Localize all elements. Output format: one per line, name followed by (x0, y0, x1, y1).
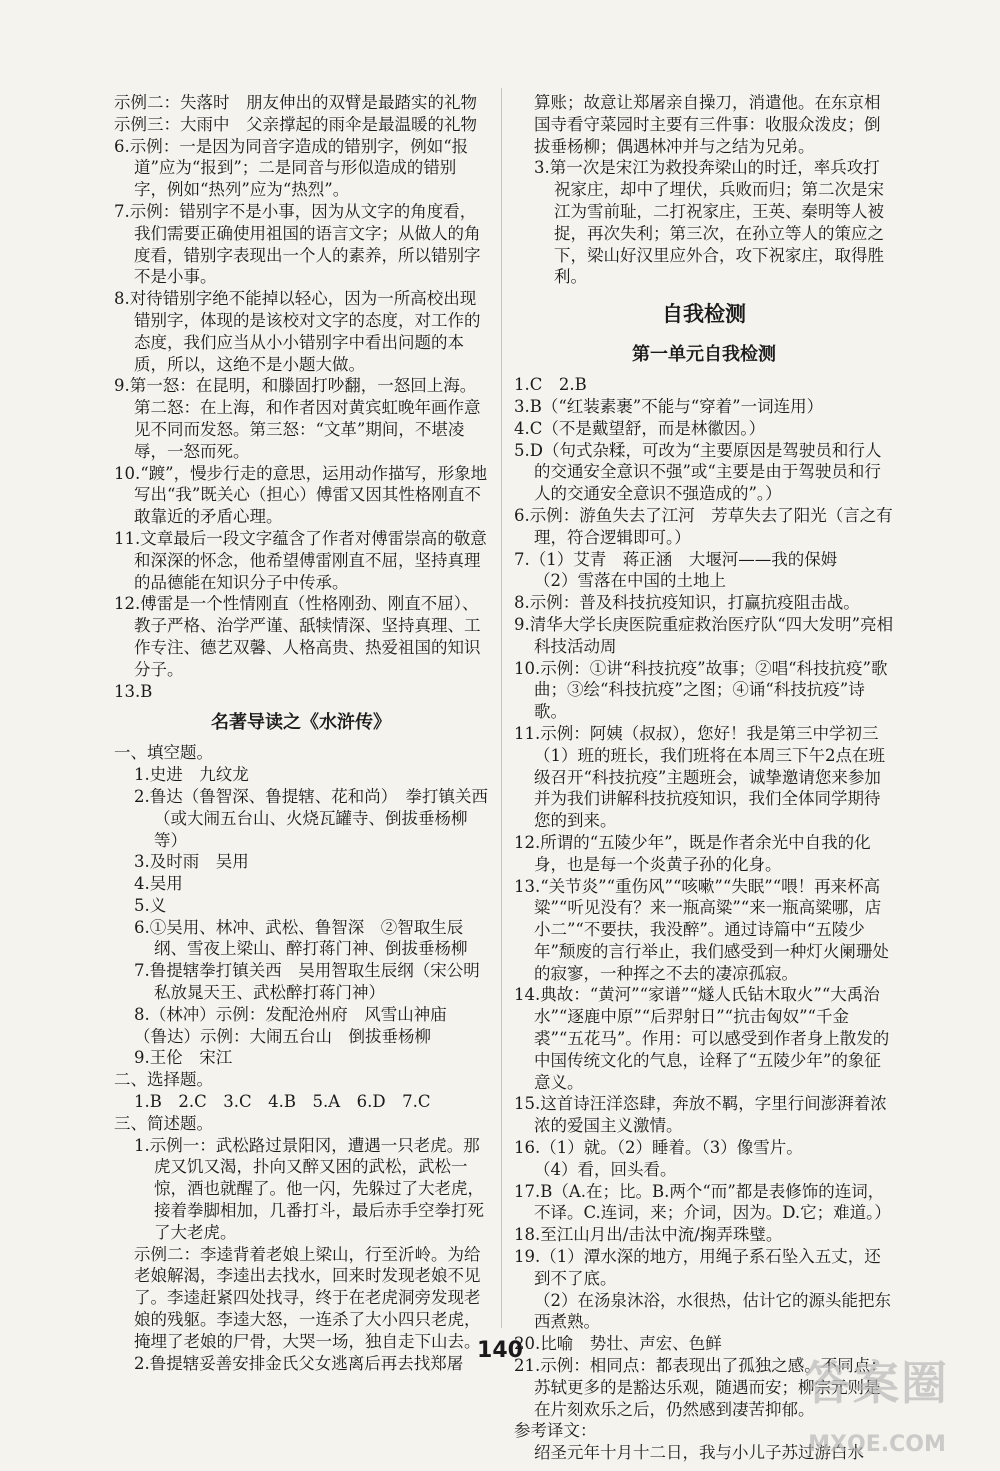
answer-line: 20.比喻 势壮、声宏、色鲜 (514, 1334, 722, 1354)
watermark-url: MXQE.COM (808, 1432, 946, 1457)
section-heading: 名著导读之《水浒传》 (211, 712, 391, 734)
answer-line: 4.C（不是戴望舒，而是林徽因。） (514, 418, 766, 438)
answer-line: （2）在汤泉沐浴，水很热，估计它的源头能把东西煮熟。 (534, 1290, 891, 1332)
answer-line: 13.“关节炎”“重伤风”“咳嗽”“失眠”“喂！再来杯高粱”“听见没有？来一瓶高粱”“来一瓶高粱哪，店小二”“不要扶，我没醉”。通过诗篇中“五陵少年”颓废的言行举止，我们感受到一种灯火阑珊处的寂寥，一种挥之不去的凄凉孤寂。 (514, 876, 889, 983)
answer-line: 12.傅雷是一个性情刚直（性格刚劲、刚直不屈）、教子严格、治学严谨、舐犊情深、坚持真理、工作专注、德艺双馨、人格高贵、热爱祖国的知识分子。 (114, 594, 481, 679)
answer-line: 9.第一怒：在昆明，和滕固打吵翻，一怒回上海。第二怒：在上海，和作者因对黄宾虹晚年画作意见不同而发怒。第三怒：“文革”期间，不堪凌辱，一怒而死。 (114, 376, 481, 461)
answer-line: 6.示例：一是因为同音字造成的错别字，例如“报道”应为“报到”；二是同音与形似造成的错别字，例如“热列”应为“热烈”。 (114, 136, 469, 200)
answer-line: （鲁达）示例：大闹五台山 倒拔垂杨柳 (134, 1026, 431, 1046)
answer-line: 3.及时雨 吴用 (134, 852, 249, 872)
answer-line: 16.（1）就。（2）睡着。（3）像雪片。 (514, 1138, 803, 1158)
answer-line: 8.示例：普及科技抗疫知识，打赢抗疫阻击战。 (514, 593, 860, 613)
answer-line: 14.典故：“黄河”“家谱”“燧人氏钻木取火”“大禹治水”“逐鹿中原”“后羿射日”“抗击匈奴”“千金裘”“五花马”。作用：可以感受到作者身上散发的中国传统文化的气息，诠释了“五陵少年”的象征意义。 (514, 985, 890, 1092)
watermark (782, 1347, 972, 1457)
answer-line: 绍圣元年十月十二日，我与小儿子苏过游白水 (534, 1443, 864, 1463)
answer-line: 5.义 (134, 895, 167, 915)
section-heading: 第一单元自我检测 (632, 344, 776, 366)
answer-line: 3.B（“红装素裹”不能与“穿着”一词连用） (514, 396, 824, 416)
answer-line: 4.吴用 (134, 874, 183, 894)
answer-line: 三、简述题。 (114, 1113, 213, 1133)
answer-line: 15.这首诗汪洋恣肆，奔放不羁，字里行间澎湃着浓浓的爱国主义激情。 (514, 1094, 887, 1136)
right-column (514, 92, 894, 1464)
answer-line: 8.（林冲）示例：发配沧州府 风雪山神庙 (134, 1004, 447, 1024)
answer-line: 一、填空题。 (114, 743, 213, 763)
answer-line: 2.鲁提辖妥善安排金氏父女逃离后再去找郑屠 (134, 1353, 464, 1373)
answer-line: 11.示例：阿姨（叔叔），您好！我是第三中学初三（1）班的班长，我们班将在本周三下午2点在班级召开“科技抗疫”主题班会，诚挚邀请您来参加并为我们讲解科技抗疫知识，我们全体同学期待您的到来。 (514, 723, 885, 831)
answer-line: 二、选择题。 (114, 1070, 213, 1090)
left-column (114, 92, 488, 1374)
answer-line: （4）看，回头看。 (534, 1159, 677, 1179)
answer-line: 9.清华大学长庚医院重症救治医疗队“四大发明”亮相科技活动周 (514, 614, 894, 656)
answer-line: 示例二：李逵背着老娘上梁山，行至沂岭。为给老娘解渴，李逵出去找水，回来时发现老娘不见了。李逵赶紧四处找寻，终于在老虎洞旁发现老娘的残躯。李逵大怒，一连杀了大小四只老虎，掩埋了老娘的尸骨，大哭一场，独自走下山去。 (134, 1244, 481, 1351)
answer-line: 11.文章最后一段文字蕴含了作者对傅雷崇高的敬意和深深的怀念，他希望傅雷刚直不屈，坚持真理的品德能在知识分子中传承。 (114, 528, 487, 592)
answer-line: 2.鲁达（鲁智深、鲁提辖、花和尚） 拳打镇关西（或大闹五台山、火烧瓦罐寺、倒拔垂杨柳等） (134, 786, 488, 850)
answer-line: 12.所谓的“五陵少年”，既是作者余光中自我的化身，也是每一个炎黄子孙的化身。 (514, 832, 871, 874)
answer-line: （2）雪落在中国的土地上 (534, 571, 726, 591)
answer-line: 10.示例：①讲“科技抗疫”故事；②唱“科技抗疫”歌曲；③绘“科技抗疫”之图；④诵“科技抗疫”诗歌。 (514, 658, 888, 722)
watermark-logo: 答案圈 (805, 1356, 949, 1410)
answer-line: 5.D（句式杂糅，可改为“主要原因是驾驶员和行人的交通安全意识不强”或“主要是由于驾驶员和行人的交通安全意识不强造成的”。） (514, 440, 882, 504)
answer-line: 示例三：大雨中 父亲撑起的雨伞是最温暖的礼物 (114, 114, 477, 134)
answer-line: 1.史进 九纹龙 (134, 765, 249, 785)
answer-line: 3.第一次是宋江为救投奔梁山的时迁，率兵攻打祝家庄，却中了埋伏，兵败而归；第二次是宋江为雪前耻，二打祝家庄，王英、秦明等人被捉，再次失利；第三次，在孙立等人的策应之下，梁山好汉里应外合，攻下祝家庄，取得胜利。 (534, 158, 884, 287)
answer-line: 19.（1）潭水深的地方，用绳子系石坠入五丈，还到不了底。 (514, 1247, 881, 1288)
answer-line: 17.B（A.在；比。B.两个“而”都是表修饰的连词，不译。C.连词，来；介词，因为。D.它；难道。） (514, 1181, 891, 1223)
page-number: 140 (477, 1338, 523, 1363)
answer-line: 1.C 2.B (514, 375, 587, 395)
answer-line: 21.示例：相同点：都表现出了孤独之感。不同点：苏轼更多的是豁达乐观，随遇而安；柳宗元则是在片刻欢乐之后，仍然感到凄苦抑郁。 (514, 1356, 887, 1419)
answer-line: 1.示例一：武松路过景阳冈，遭遇一只老虎。那虎又饥又渴，扑向又醉又困的武松，武松一惊，酒也就醒了。他一闪，先躲过了大老虎，接着拳脚相加，几番打斗，最后赤手空拳打死了大老虎。 (134, 1135, 484, 1242)
answer-line: 9.王伦 宋江 (134, 1048, 233, 1068)
answer-line: 1.B 2.C 3.C 4.B 5.A 6.D 7.C (134, 1092, 431, 1112)
answer-line: 7.（1）艾青 蒋正涵 大堰河——我的保姆 (514, 549, 838, 569)
answer-line: 6.①吴用、林冲、武松、鲁智深 ②智取生辰纲、雪夜上梁山、醉打蒋门神、倒拔垂杨柳 (134, 917, 468, 959)
answer-line: 7.示例：错别字不是小事，因为从文字的角度看，我们需要正确使用祖国的语言文字；从做人的角度看，错别字表现出一个人的素养，所以错别字不是小事。 (114, 201, 481, 287)
answer-line: 示例二：失落时 朋友伸出的双臂是最踏实的礼物 (114, 93, 477, 112)
answer-line: 8.对待错别字绝不能掉以轻心，因为一所高校出现错别字，体现的是该校对文字的态度，对工作的态度，我们应当从小小错别字中看出问题的本质，所以，这绝不是小题大做。 (114, 289, 481, 374)
answer-line: 10.“踱”，慢步行走的意思，运用动作描写，形象地写出“我”既关心（担心）傅雷又因其性格刚直不敢靠近的矛盾心理。 (114, 463, 488, 527)
answer-line: 6.示例：游鱼失去了江河 芳草失去了阳光（言之有理，符合逻辑即可。） (514, 505, 893, 547)
answer-line: 13.B (114, 681, 153, 701)
answer-line: 7.鲁提辖拳打镇关西 吴用智取生辰纲（宋公明私放晁天王、武松醉打蒋门神） (134, 961, 480, 1003)
answer-line: 算账；故意让郑屠亲自操刀，消遣他。在东京相国寺看守菜园时主要有三件事：收服众泼皮；倒拔垂杨柳；偶遇林冲并与之结为兄弟。 (534, 93, 881, 156)
answer-line: 18.至江山月出/击汰中流/掬弄珠璧。 (514, 1225, 783, 1245)
section-heading: 自我检测 (662, 301, 746, 327)
column-divider (501, 88, 502, 1328)
answer-line: 参考译文： (514, 1421, 597, 1441)
